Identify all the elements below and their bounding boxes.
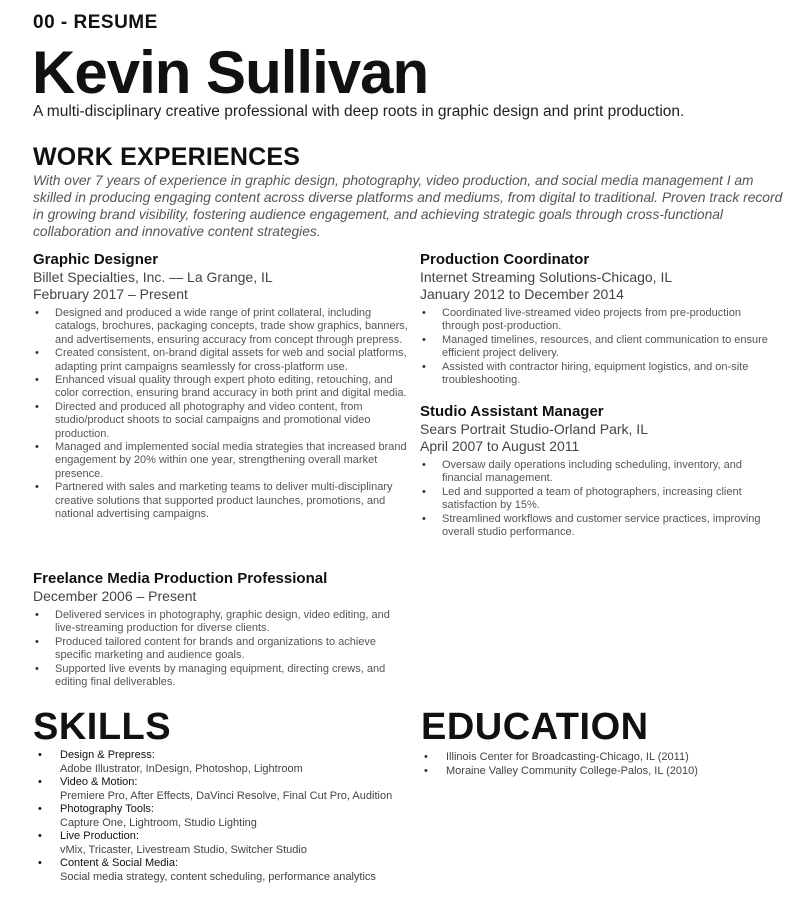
job-freelance-media <box>33 570 408 689</box>
job-dates: January 2012 to December 2014 <box>420 286 624 302</box>
education-item: • Moraine Valley Community College-Palos, IL (2010) <box>446 765 800 779</box>
bullet-item: • Coordinated live-streamed video projects from pre-production through post-production. <box>442 307 780 334</box>
education-item: • Illinois Center for Broadcasting-Chicago, IL (2011) <box>446 751 800 765</box>
job-title: Freelance Media Production Professional <box>33 570 328 587</box>
skill-category: • Photography Tools: <box>60 803 154 815</box>
bullet-item: • Led and supported a team of photographers, increasing client satisfaction by 15%. <box>442 486 780 513</box>
bullet-item: • Oversaw daily operations including scheduling, inventory, and financial management. <box>442 459 780 486</box>
education-heading: EDUCATION <box>421 706 649 748</box>
skill-item <box>60 749 420 776</box>
bullet-item: • Created consistent, on-brand digital assets for web and social platforms, adapting print campaigns seamlessly for cross-platform use. <box>55 347 408 374</box>
job-graphic-designer <box>33 251 408 522</box>
job-company: Sears Portrait Studio-Orland Park, IL <box>420 421 648 437</box>
job-studio-assistant-manager <box>420 403 780 539</box>
job-dates: February 2017 – Present <box>33 286 188 302</box>
skill-tools: vMix, Tricaster, Livestream Studio, Switcher Studio <box>60 843 307 856</box>
job-bullets <box>420 459 780 539</box>
job-title: Graphic Designer <box>33 251 159 268</box>
bullet-item: • Managed timelines, resources, and client communication to ensure efficient project delivery. <box>442 334 780 361</box>
job-company: Billet Specialties, Inc. — La Grange, IL <box>33 269 273 285</box>
bullet-item: • Designed and produced a wide range of print collateral, including catalogs, brochures, packaging concepts, trade show graphics, banners, and advertisements, ensuring accuracy from concept through prepress. <box>55 307 408 347</box>
bullet-item: • Enhanced visual quality through expert photo editing, retouching, and color correction, ensuring brand accuracy in both print and digital media. <box>55 374 408 401</box>
skill-category: • Live Production: <box>60 830 139 842</box>
skill-item <box>60 803 420 830</box>
skill-tools: Adobe Illustrator, InDesign, Photoshop, Lightroom <box>60 762 303 775</box>
skill-category: • Video & Motion: <box>60 776 138 788</box>
bullet-item: • Directed and produced all photography and video content, from studio/product shoots to social campaigns and promotional video production. <box>55 401 408 441</box>
bullet-item: • Managed and implemented social media strategies that increased brand engagement by 20% within one year, strengthening overall market presence. <box>55 441 408 481</box>
skills-list <box>38 749 420 884</box>
bullet-item: • Supported live events by managing equipment, directing crews, and editing final deliverables. <box>55 663 408 690</box>
skills-heading: SKILLS <box>33 706 172 748</box>
bullet-item: • Produced tailored content for brands and organizations to achieve specific marketing and audience goals. <box>55 636 408 663</box>
work-intro: With over 7 years of experience in graphic design, photography, video production, and social media management I am skilled in producing engaging content across diverse platforms and mediums, from digital to traditional. Proven track record in growing brand visibility, fostering audience engagement, and achieving strategic goals through cross-functional collaboration and innovative content strategies. <box>33 173 783 239</box>
skill-tools: Premiere Pro, After Effects, DaVinci Resolve, Final Cut Pro, Audition <box>60 789 393 802</box>
skill-item <box>60 776 420 803</box>
skill-category: • Design & Prepress: <box>60 749 155 761</box>
job-production-coordinator <box>420 251 780 387</box>
bullet-item: • Assisted with contractor hiring, equipment logistics, and on-site troubleshooting. <box>442 361 780 388</box>
job-bullets <box>33 307 408 522</box>
job-bullets <box>420 307 780 387</box>
tagline: A multi-disciplinary creative professional with deep roots in graphic design and print production. <box>33 103 685 120</box>
skill-tools: Social media strategy, content scheduling, performance analytics <box>60 870 376 883</box>
job-dates: April 2007 to August 2011 <box>420 438 580 454</box>
bullet-item: • Partnered with sales and marketing teams to deliver multi-disciplinary creative solutions that supported product launches, promotions, and national advertising campaigns. <box>55 481 408 521</box>
education-list <box>424 751 800 778</box>
job-company: Internet Streaming Solutions-Chicago, IL <box>420 269 673 285</box>
job-bullets <box>33 609 408 689</box>
job-title: Studio Assistant Manager <box>420 403 604 420</box>
skill-category: • Content & Social Media: <box>60 857 179 869</box>
resume-label: 00 - RESUME <box>33 12 158 33</box>
skill-item <box>60 830 420 857</box>
bullet-item: • Streamlined workflows and customer service practices, improving overall studio performance. <box>442 513 780 540</box>
bullet-item: • Delivered services in photography, graphic design, video editing, and live-streaming production for diverse clients. <box>55 609 408 636</box>
candidate-name: Kevin Sullivan <box>32 39 429 106</box>
skill-item <box>60 857 420 884</box>
work-experiences-heading: WORK EXPERIENCES <box>33 143 301 171</box>
job-dates: December 2006 – Present <box>33 588 197 604</box>
skill-tools: Capture One, Lightroom, Studio Lighting <box>60 816 257 829</box>
job-title: Production Coordinator <box>420 251 590 268</box>
